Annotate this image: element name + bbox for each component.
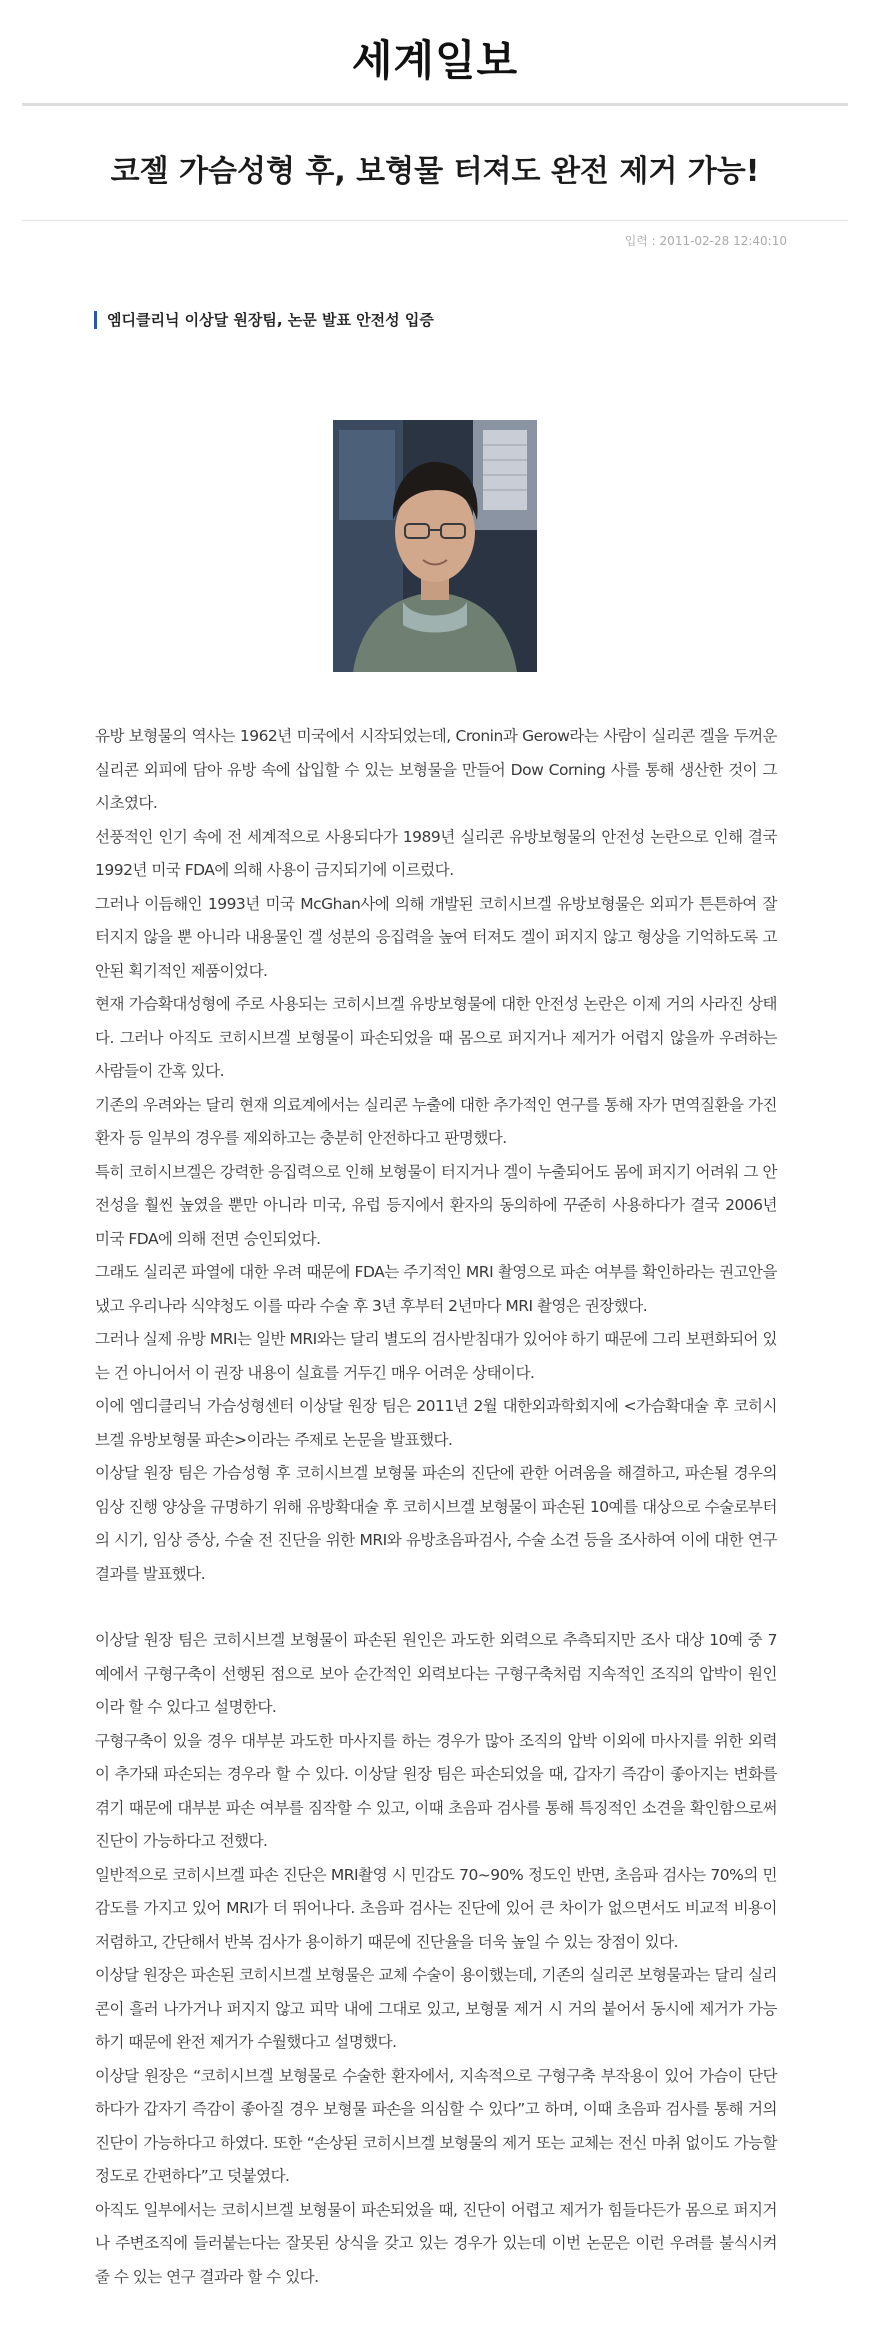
article-paragraph: 이상달 원장 팀은 코히시브겔 보형물이 파손된 원인은 과도한 외력으로 추측되지만 조사 대상 10예 중 7예에서 구형구축이 선행된 점으로 보아 순간적인 외력보다는 구형구축처럼 지속적인 조직의 압박이 원인이라 할 수 있다고 설명한다. [95, 1631, 777, 1716]
article-paragraph: 이상달 원장은 파손된 코히시브겔 보형물은 교체 수술이 용이했는데, 기존의 실리콘 보형물과는 달리 실리콘이 흘러 나가거나 퍼지지 않고 피막 내에 그대로 있고, 보형물 제거 시 거의 붙어서 동시에 제거가 가능하기 때문에 완전 제거가 수월했다고 설명했다. [95, 1966, 777, 2051]
article-paragraph: 기존의 우려와는 달리 현재 의료계에서는 실리콘 누출에 대한 추가적인 연구를 통해 자가 면역질환을 가진 환자 등 일부의 경우를 제외하고는 충분히 안전하다고 판명했다. [95, 1095, 777, 1147]
article-body [95, 720, 777, 2294]
article-paragraph: 선풍적인 인기 속에 전 세계적으로 사용되다가 1989년 실리콘 유방보형물의 안전성 논란으로 인해 결국 1992년 미국 FDA에 의해 사용이 금지되기에 이르렀다. [95, 827, 777, 879]
article-title: 코젤 가슴성형 후, 보형물 터져도 완전 제거 가능! [110, 154, 760, 189]
article-paragraph: 그러나 실제 유방 MRI는 일반 MRI와는 달리 별도의 검사받침대가 있어야 하기 때문에 그리 보편화되어 있는 건 아니어서 이 권장 내용이 실효를 거두긴 매우 어려운 상태이다. [95, 1330, 777, 1382]
article-paragraph: 현재 가슴확대성형에 주로 사용되는 코히시브겔 유방보형물에 대한 안전성 논란은 이제 거의 사라진 상태다. 그러나 아직도 코히시브겔 보형물이 파손되었을 때 몸으로 퍼지거나 제거가 어렵지 않을까 우려하는 사람들이 간혹 있다. [95, 995, 777, 1080]
article-dateline: 입력 : 2011-02-28 12:40:10 [624, 234, 787, 248]
article-paragraph: 구형구축이 있을 경우 대부분 과도한 마사지를 하는 경우가 많아 조직의 압박 이외에 마사지를 위한 외력이 추가돼 파손되는 경우라 할 수 있다. 이상달 원장 팀은 파손되었을 때, 갑자기 즉감이 좋아지는 변화를 겪기 때문에 대부분 파손 여부를 짐작할 수 있고, 이때 초음파 검사를 통해 특징적인 소견을 확인함으로써 진단이 가능하다고 전했다. [95, 1731, 777, 1850]
article-paragraph: 이상달 원장은 “코히시브겔 보형물로 수술한 환자에서, 지속적으로 구형구축 부작용이 있어 가슴이 단단하다가 갑자기 즉감이 좋아질 경우 보형물 파손을 의심할 수 있다”고 하며, 이때 초음파 검사를 통해 거의 진단이 가능하다고 하였다. 또한 “손상된 코히시브겔 보형물의 제거 또는 교체는 전신 마취 없이도 가능할 정도로 간편하다”고 덧붙였다. [95, 2066, 777, 2185]
title-divider [22, 220, 848, 221]
paragraph-spacer [95, 1591, 777, 1624]
article-paragraph: 그래도 실리콘 파열에 대한 우려 때문에 FDA는 주기적인 MRI 촬영으로 파손 여부를 확인하라는 권고안을 냈고 우리나라 식약청도 이를 따라 수술 후 3년 후부터 2년마다 MRI 촬영은 권장했다. [95, 1263, 777, 1315]
article-subtitle: 엠디클리닉 이상달 원장팀, 논문 발표 안전성 입증 [94, 311, 434, 329]
doctor-portrait-icon [333, 420, 537, 672]
article-paragraph: 이에 엠디클리닉 가슴성형센터 이상달 원장 팀은 2011년 2월 대한외과학회지에 <가슴확대술 후 코히시브겔 유방보형물 파손>이라는 주제로 논문을 발표했다. [95, 1397, 777, 1449]
header-divider [22, 103, 848, 106]
article-paragraph: 그러나 이듬해인 1993년 미국 McGhan사에 의해 개발된 코히시브겔 유방보형물은 외피가 튼튼하여 잘 터지지 않을 뿐 아니라 내용물인 겔 성분의 응집력을 높여 터져도 겔이 퍼지지 않고 형상을 기억하도록 고안된 획기적인 제품이었다. [95, 894, 777, 980]
article-paragraph: 아직도 일부에서는 코히시브겔 보형물이 파손되었을 때, 진단이 어렵고 제거가 힘들다든가 몸으로 퍼지거나 주변조직에 들러붙는다는 잘못된 상식을 갖고 있는 경우가 있는데 이번 논문은 이런 우려를 불식시켜 줄 수 있는 연구 결과라 할 수 있다. [95, 2200, 777, 2286]
article-paragraph: 일반적으로 코히시브겔 파손 진단은 MRI촬영 시 민감도 70~90% 정도인 반면, 초음파 검사는 70%의 민감도를 가지고 있어 MRI가 더 뛰어나다. 초음파 검사는 진단에 있어 큰 차이가 없으면서도 비교적 비용이 저렴하고, 간단해서 반복 검사가 용이하기 때문에 진단율을 더욱 높일 수 있는 장점이 있다. [95, 1865, 777, 1951]
article-paragraph: 이상달 원장 팀은 가슴성형 후 코히시브겔 보형물 파손의 진단에 관한 어려움을 해결하고, 파손될 경우의 임상 진행 양상을 규명하기 위해 유방확대술 후 코히시브겔 보형물이 파손된 10예를 대상으로 수술로부터의 시기, 임상 증상, 수술 전 진단을 위한 MRI와 유방초음파검사, 수술 소견 등을 조사하여 이에 대한 연구 결과를 발표했다. [95, 1464, 777, 1583]
doctor-portrait-photo [333, 420, 537, 672]
article-paragraph: 특히 코히시브겔은 강력한 응집력으로 인해 보형물이 터지거나 겔이 누출되어도 몸에 퍼지기 어려워 그 안전성을 훨씬 높였을 뿐만 아니라 미국, 유럽 등지에서 환자의 동의하에 꾸준히 사용하다가 결국 2006년 미국 FDA에 의해 전면 승인되었다. [95, 1162, 777, 1248]
article-paragraph: 유방 보형물의 역사는 1962년 미국에서 시작되었는데, Cronin과 Gerow라는 사람이 실리콘 겔을 두꺼운 실리콘 외피에 담아 유방 속에 삽입할 수 있는 보형물을 만들어 Dow Corning 사를 통해 생산한 것이 그 시초였다. [95, 727, 777, 812]
site-logo[interactable]: 세계일보 [351, 36, 519, 85]
